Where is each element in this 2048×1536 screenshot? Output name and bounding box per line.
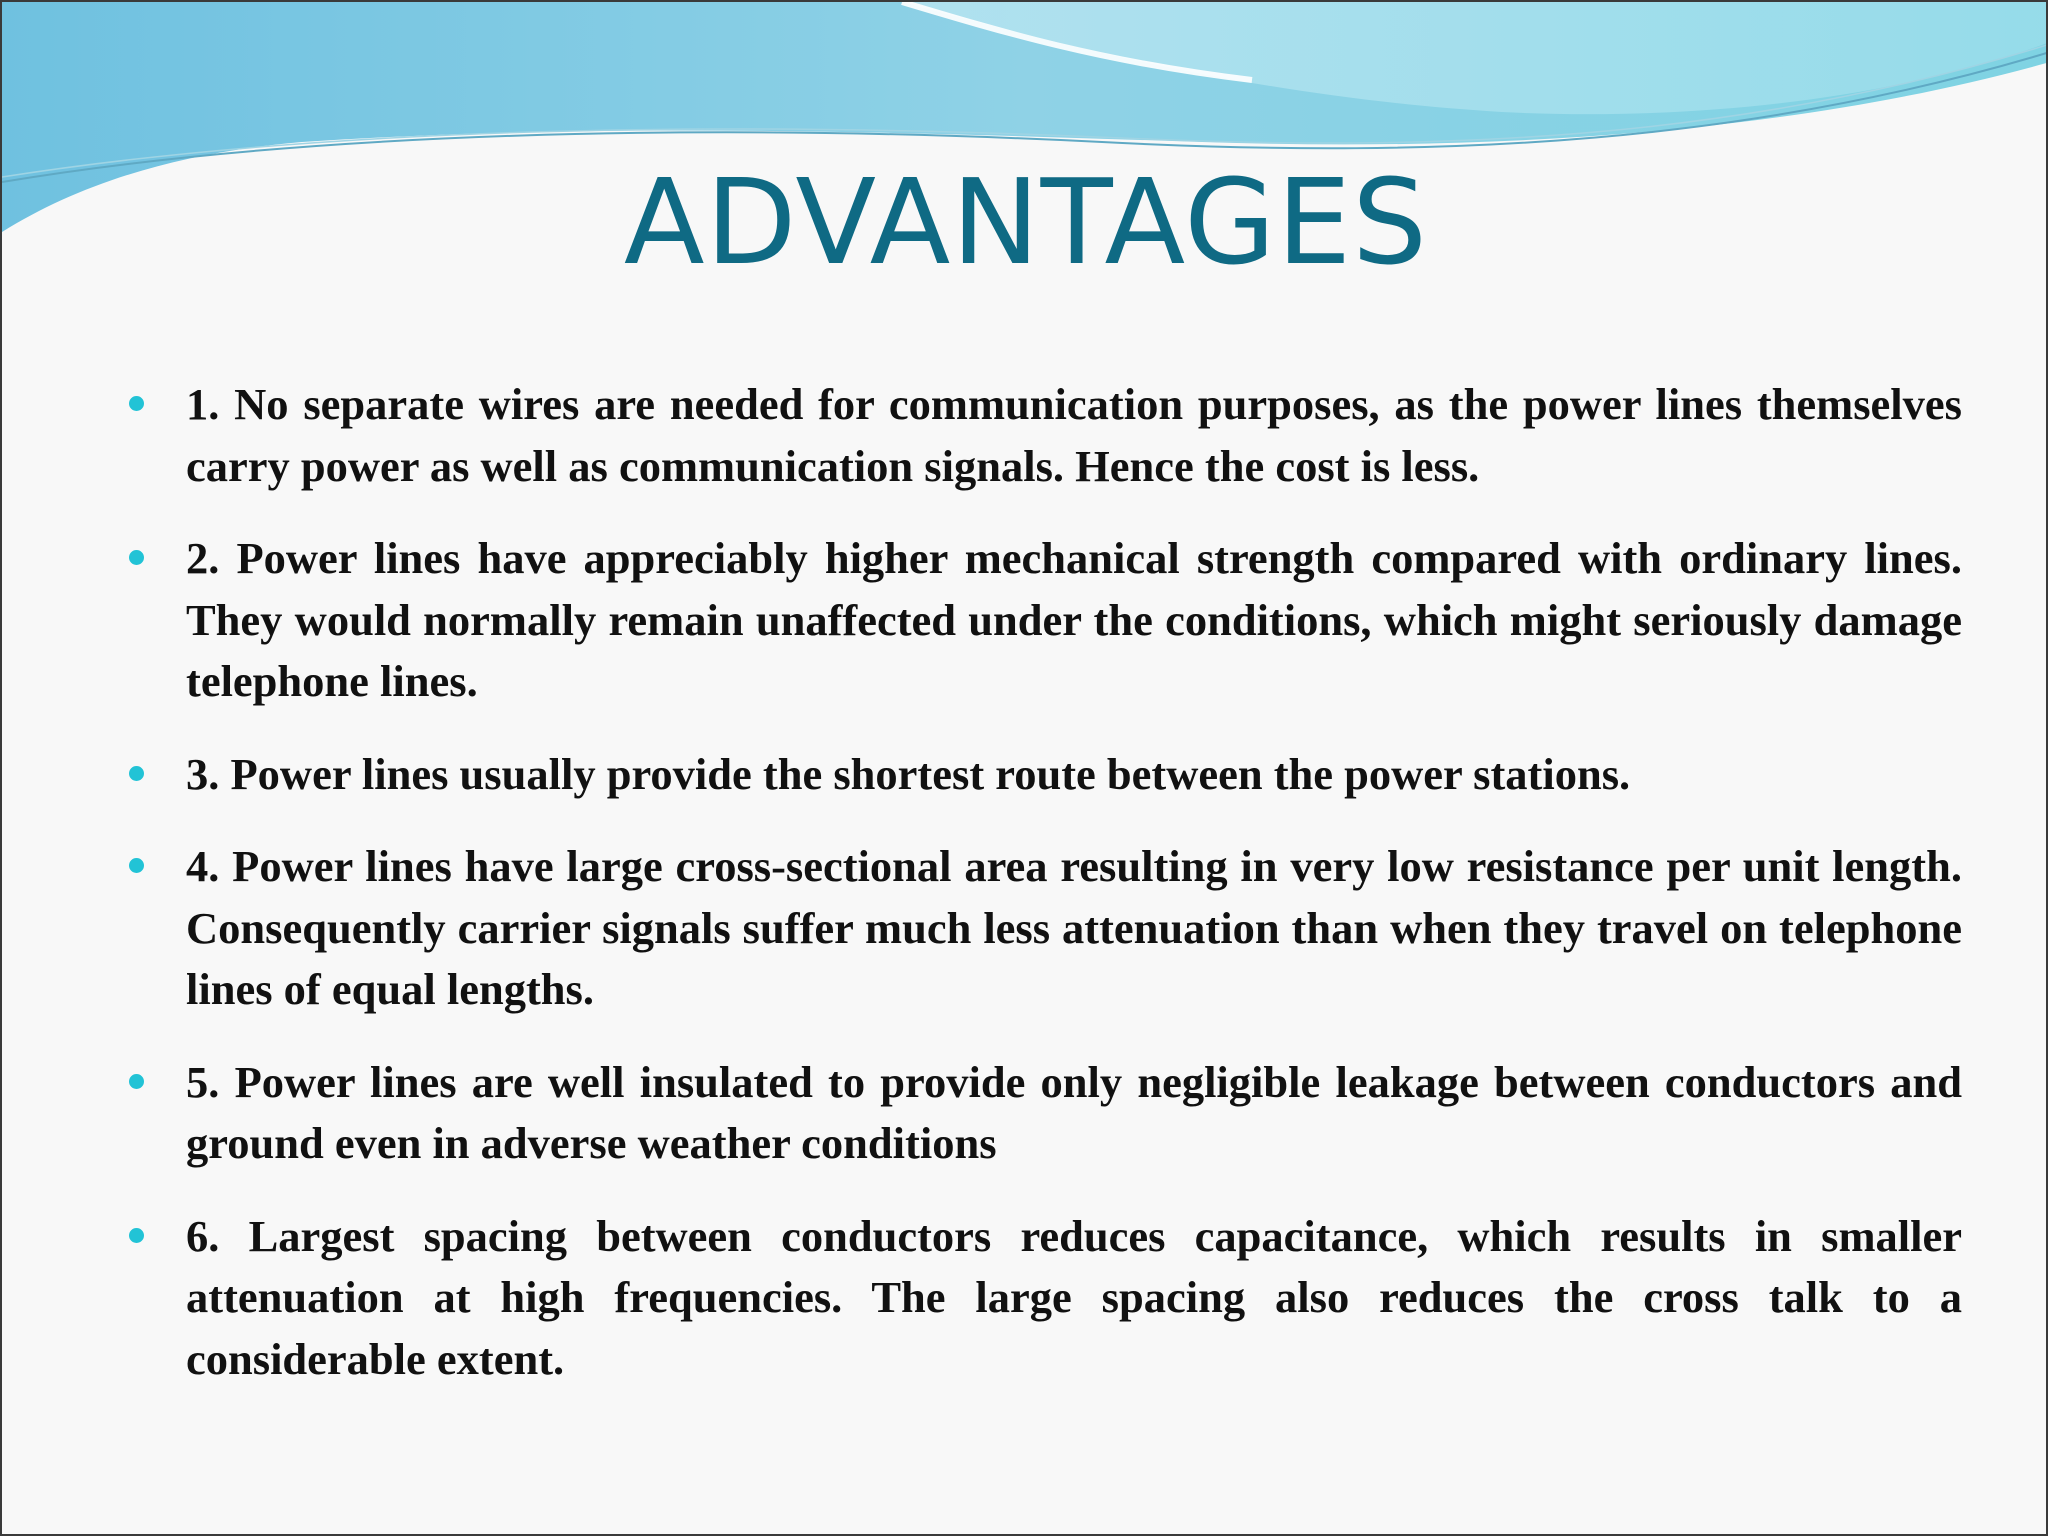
list-item [120,836,1962,1021]
bullet-text: 1. No separate wires are needed for communication purposes, as the power lines themselves carry power as well as communication signals. Hence the cost is less. [186,379,1962,491]
bullet-text: 6. Largest spacing between conductors reduces capacitance, which results in smaller attenuation at high frequencies. The large spacing also reduces the cross talk to a considerable extent. [186,1210,1962,1384]
bullet-text: 5. Power lines are well insulated to provide only negligible leakage between conductors and ground even in adverse weather conditions [186,1056,1962,1168]
bullet-text: 2. Power lines have appreciably higher mechanical strength compared with ordinary lines. They would normally remain unaffected under the conditions, which might seriously damage telephone lines. [186,533,1962,706]
advantages-list [120,374,1962,1421]
list-item [120,744,1962,806]
list-item [120,528,1962,713]
list-item [120,1206,1962,1391]
list-item [120,1052,1962,1175]
bullet-icon [129,396,144,411]
bullet-icon [129,858,144,873]
slide-title: ADVANTAGES [623,153,1429,291]
bullet-icon [129,1074,144,1089]
bullet-icon [129,766,144,781]
bullet-text: 3. Power lines usually provide the shortest route between the power stations. [186,748,1631,799]
bullet-icon [129,550,144,565]
list-item [120,374,1962,497]
bullet-text: 4. Power lines have large cross-sectional area resulting in very low resistance per unit length. Consequently carrier signals suffer much less attenuation than when they travel on telephone lines of equal lengths. [186,841,1962,1014]
bullet-icon [129,1228,144,1243]
